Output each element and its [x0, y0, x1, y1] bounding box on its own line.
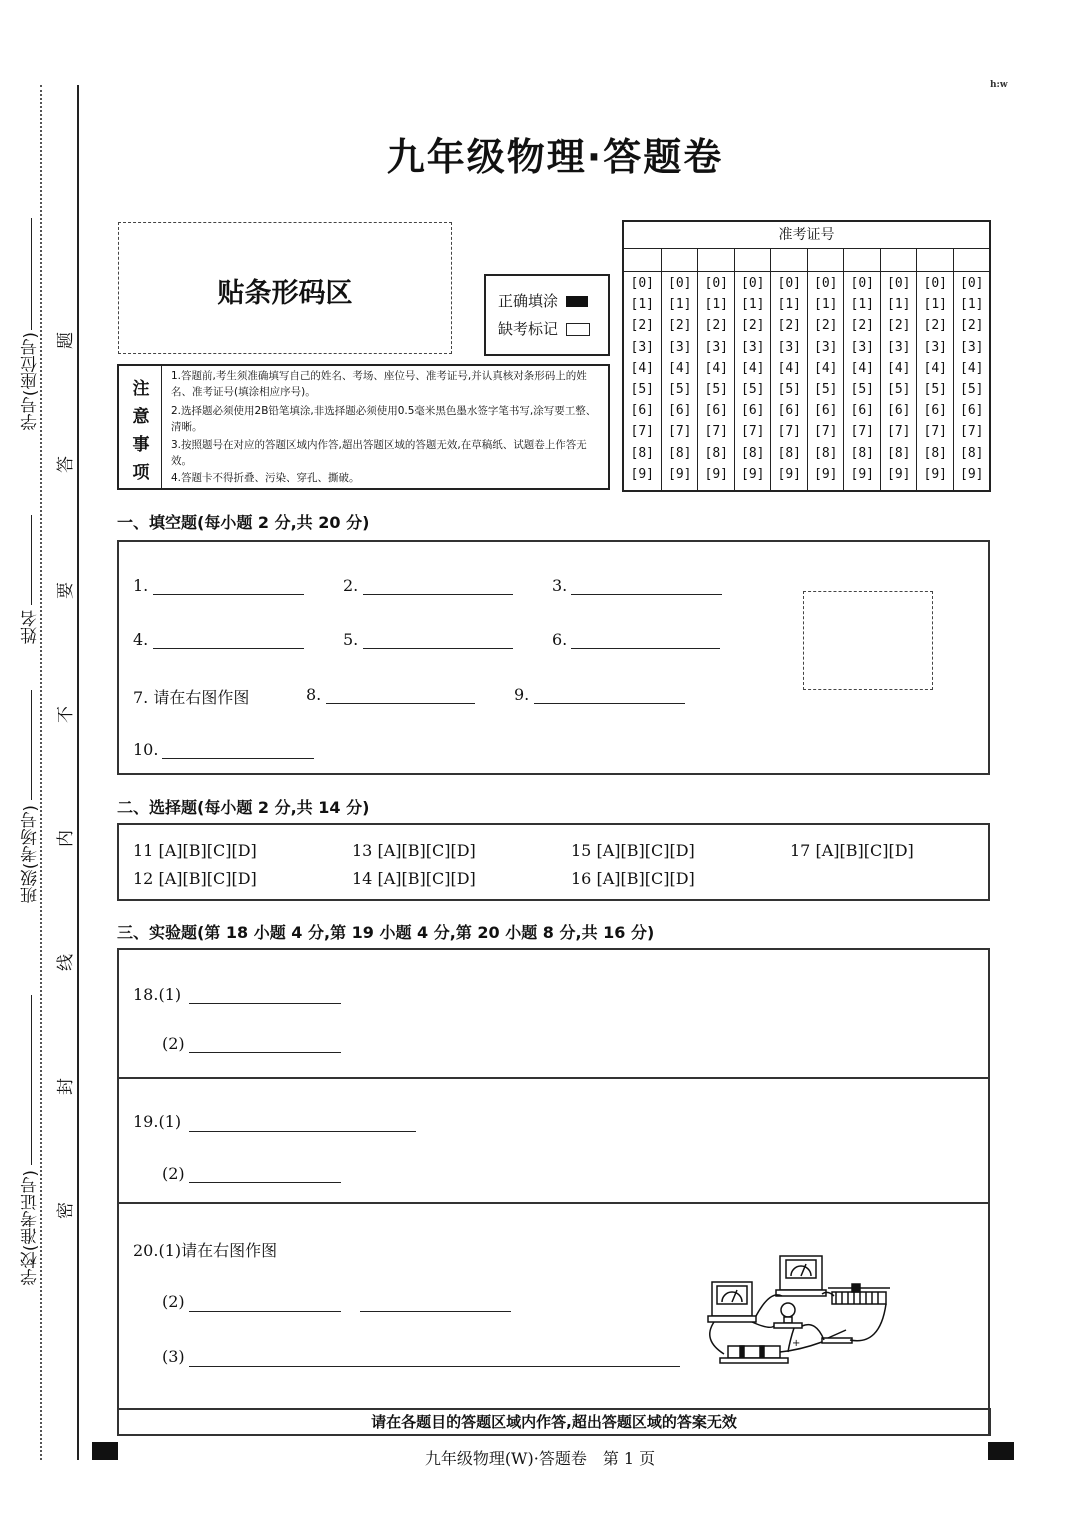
exam-id-bubble[interactable]: [3]	[741, 339, 765, 355]
exam-id-bubble[interactable]: [2]	[668, 318, 692, 334]
seal-char: 答	[56, 456, 76, 473]
q18-2-answer-line[interactable]	[189, 1052, 341, 1053]
exam-id-bubble[interactable]: [0]	[741, 276, 765, 291]
exam-id-bubble[interactable]: [4]	[814, 360, 838, 376]
exam-id-bubble[interactable]: [3]	[960, 339, 984, 355]
exam-id-bubble[interactable]: [9]	[814, 466, 838, 482]
exam-id-bubble[interactable]: [1]	[668, 297, 692, 313]
exam-id-bubble[interactable]: [7]	[887, 424, 911, 440]
exam-id-bubble[interactable]: [7]	[850, 424, 874, 440]
exam-id-column	[916, 248, 954, 490]
school-line	[31, 995, 32, 1165]
exam-id-column	[734, 248, 772, 490]
exam-id-bubble[interactable]: [8]	[960, 445, 984, 461]
exam-id-bubble[interactable]: [8]	[814, 445, 838, 461]
exam-id-bubble[interactable]: [1]	[887, 297, 911, 313]
exam-id-column	[661, 248, 699, 490]
q18-1-label: 18.(1)	[133, 985, 182, 1004]
exam-id-bubble[interactable]: [0]	[887, 276, 911, 291]
exam-id-bubble[interactable]: [7]	[960, 424, 984, 440]
exam-id-column	[624, 248, 661, 490]
q2-label: 2.	[343, 576, 359, 595]
exam-id-bubble[interactable]: [0]	[704, 276, 728, 291]
exam-id-write-cell[interactable]	[954, 248, 991, 272]
exam-id-bubble[interactable]: [9]	[630, 466, 654, 482]
exam-id-bubble[interactable]: [0]	[850, 276, 874, 291]
exam-id-bubble[interactable]: [7]	[777, 424, 801, 440]
exam-id-bubble[interactable]: [9]	[741, 466, 765, 482]
exam-id-bubble[interactable]: [6]	[704, 403, 728, 419]
exam-id-bubble[interactable]: [8]	[704, 445, 728, 461]
q1-label: 1.	[133, 576, 149, 595]
exam-id-bubble[interactable]: [0]	[668, 276, 692, 291]
seal-char: 内	[56, 830, 76, 847]
class-label: 班级(考场号)	[21, 805, 41, 904]
exam-id-write-cell[interactable]	[624, 248, 661, 272]
svg-text:+: +	[792, 1338, 801, 1349]
choice-q13[interactable]: 13 [A][B][C][D]	[352, 841, 476, 860]
q10-answer-line[interactable]	[162, 758, 314, 759]
q8-answer-line[interactable]	[326, 703, 475, 704]
section3-title: 三、实验题(第 18 小题 4 分,第 19 小题 4 分,第 20 小题 8 分,共 16 分)	[117, 923, 655, 942]
q10-label: 10.	[133, 740, 159, 759]
exam-id-bubble[interactable]: [0]	[630, 276, 654, 291]
exam-id-write-cell[interactable]	[662, 248, 699, 272]
exam-id-bubble[interactable]: [1]	[777, 297, 801, 313]
exam-id-bubble[interactable]: [3]	[630, 339, 654, 355]
choice-q15[interactable]: 15 [A][B][C][D]	[571, 841, 695, 860]
exam-id-bubble[interactable]: [6]	[777, 403, 801, 419]
exam-id-bubble[interactable]: [5]	[741, 382, 765, 397]
exam-id-bubble[interactable]: [9]	[923, 466, 947, 482]
exam-id-bubble[interactable]: [3]	[850, 339, 874, 355]
q7-drawing-area[interactable]	[803, 591, 933, 690]
note-item: 3.按照题号在对应的答题区域内作答,超出答题区域的答题无效,在草稿纸、试题卷上作答无效。	[171, 439, 587, 467]
seal-char: 要	[56, 582, 76, 599]
exam-id-write-cell[interactable]	[698, 248, 735, 272]
exam-id-bubble[interactable]: [4]	[630, 360, 654, 376]
exam-id-bubble[interactable]: [8]	[850, 445, 874, 461]
exam-id-bubble[interactable]: [8]	[741, 445, 765, 461]
exam-id-bubble[interactable]: [1]	[741, 297, 765, 313]
exam-id-bubble[interactable]: [2]	[960, 318, 984, 334]
choice-q12[interactable]: 12 [A][B][C][D]	[133, 869, 257, 888]
q19-1-answer-line[interactable]	[189, 1131, 416, 1132]
exam-id-bubble[interactable]: [5]	[777, 382, 801, 397]
seal-char: 题	[56, 332, 76, 349]
exam-id-bubble[interactable]: [4]	[850, 360, 874, 376]
choice-q16[interactable]: 16 [A][B][C][D]	[571, 869, 695, 888]
exam-id-write-cell[interactable]	[771, 248, 808, 272]
exam-id-bubble[interactable]: [3]	[814, 339, 838, 355]
exam-id-bubble[interactable]: [5]	[668, 382, 692, 397]
exam-id-bubble[interactable]: [4]	[777, 360, 801, 376]
exam-id-bubble[interactable]: [1]	[850, 297, 874, 313]
barcode-label: 贴条形码区	[217, 278, 353, 309]
exam-id-bubble[interactable]: [7]	[668, 424, 692, 440]
q1-answer-line[interactable]	[153, 594, 304, 595]
exam-id-bubble[interactable]: [8]	[887, 445, 911, 461]
exam-id-column	[697, 248, 735, 490]
section1-title: 一、填空题(每小题 2 分,共 20 分)	[117, 513, 370, 532]
exam-id-bubble[interactable]: [7]	[704, 424, 728, 440]
exam-id-title: 准考证号	[624, 222, 989, 249]
student-no-label: 学号(座位号)	[21, 332, 41, 431]
notes-label: 注 意 事 项	[121, 366, 162, 488]
circuit-diagram[interactable]	[700, 1250, 900, 1380]
exam-id-column	[880, 248, 918, 490]
notes-box	[117, 364, 610, 490]
exam-id-bubble[interactable]: [1]	[960, 297, 984, 313]
exam-id-bubble[interactable]: [3]	[777, 339, 801, 355]
choice-q11[interactable]: 11 [A][B][C][D]	[133, 841, 257, 860]
exam-id-bubble[interactable]: [5]	[704, 382, 728, 397]
exam-id-bubble[interactable]: [3]	[704, 339, 728, 355]
section3-divider	[117, 1077, 988, 1079]
q18-1-answer-line[interactable]	[189, 1003, 341, 1004]
exam-id-bubble[interactable]: [9]	[777, 466, 801, 482]
exam-id-bubble[interactable]: [4]	[741, 360, 765, 376]
q19-1-label: 19.(1)	[133, 1112, 182, 1131]
choice-q17[interactable]: 17 [A][B][C][D]	[790, 841, 914, 860]
exam-id-bubble[interactable]: [2]	[887, 318, 911, 334]
exam-id-bubble[interactable]: [7]	[814, 424, 838, 440]
exam-id-bubble[interactable]: [2]	[630, 318, 654, 334]
exam-id-bubble[interactable]: [4]	[668, 360, 692, 376]
exam-id-bubble[interactable]: [4]	[923, 360, 947, 376]
exam-id-bubble[interactable]: [2]	[850, 318, 874, 334]
q19-2-answer-line[interactable]	[189, 1182, 341, 1183]
exam-id-bubble[interactable]: [5]	[850, 382, 874, 397]
exam-id-write-cell[interactable]	[844, 248, 881, 272]
exam-id-write-cell[interactable]	[808, 248, 845, 272]
q20-2-label: (2)	[162, 1292, 185, 1311]
exam-id-bubble[interactable]: [2]	[923, 318, 947, 334]
exam-id-bubble[interactable]: [5]	[814, 382, 838, 397]
q19-2-label: (2)	[162, 1164, 185, 1183]
exam-id-bubble[interactable]: [9]	[887, 466, 911, 482]
q5-label: 5.	[343, 630, 359, 649]
exam-id-bubble[interactable]: [5]	[923, 382, 947, 397]
exam-id-bubble[interactable]: [3]	[923, 339, 947, 355]
name-label: 姓名	[21, 610, 41, 644]
exam-id-bubble[interactable]: [0]	[960, 276, 984, 291]
exam-id-bubble[interactable]: [9]	[850, 466, 874, 482]
exam-id-column	[953, 248, 991, 490]
exam-id-bubble[interactable]: [5]	[630, 382, 654, 397]
exam-id-write-cell[interactable]	[881, 248, 918, 272]
exam-id-bubble[interactable]: [0]	[777, 276, 801, 291]
exam-id-bubble[interactable]: [2]	[814, 318, 838, 334]
exam-id-bubble[interactable]: [6]	[960, 403, 984, 419]
filled-mark-icon	[566, 296, 588, 307]
seal-char: 密	[56, 1202, 76, 1219]
q20-3-answer-line[interactable]	[189, 1366, 680, 1367]
q9-answer-line[interactable]	[534, 703, 685, 704]
legend-correct: 正确填涂	[498, 290, 588, 311]
exam-id-bubble[interactable]: [7]	[630, 424, 654, 440]
seal-char: 封	[56, 1078, 76, 1095]
exam-id-bubble[interactable]: [8]	[777, 445, 801, 461]
section3-divider	[117, 1202, 988, 1204]
exam-id-bubble[interactable]: [1]	[630, 297, 654, 313]
exam-id-bubble[interactable]: [8]	[668, 445, 692, 461]
exam-id-bubble[interactable]: [6]	[668, 403, 692, 419]
q8-label: 8.	[306, 685, 322, 704]
exam-id-column	[770, 248, 808, 490]
exam-id-column	[807, 248, 845, 490]
q6-label: 6.	[552, 630, 568, 649]
q7-label: 7. 请在右图作图	[133, 688, 250, 707]
exam-id-bubble[interactable]: [1]	[814, 297, 838, 313]
exam-id-bubble[interactable]: [5]	[887, 382, 911, 397]
exam-id-bubble[interactable]: [5]	[960, 382, 984, 397]
q5-answer-line[interactable]	[363, 648, 513, 649]
exam-id-bubble[interactable]: [2]	[704, 318, 728, 334]
q6-answer-line[interactable]	[571, 648, 720, 649]
q2-answer-line[interactable]	[363, 594, 513, 595]
exam-id-bubble[interactable]: [3]	[887, 339, 911, 355]
q9-label: 9.	[514, 685, 530, 704]
name-line	[31, 515, 32, 605]
q4-answer-line[interactable]	[153, 648, 304, 649]
answer-area-notice: 请在各题目的答题区域内作答,超出答题区域的答案无效	[117, 1408, 991, 1436]
page-footer: 九年级物理(W)·答题卷 第 1 页	[424, 1449, 656, 1468]
exam-id-bubble[interactable]: [0]	[814, 276, 838, 291]
exam-id-bubble[interactable]: [6]	[887, 403, 911, 419]
exam-id-bubble[interactable]: [0]	[923, 276, 947, 291]
seal-char: 不	[56, 706, 76, 723]
exam-id-bubble[interactable]: [3]	[668, 339, 692, 355]
exam-id-bubble[interactable]: [6]	[741, 403, 765, 419]
q20-2-answer-line-b[interactable]	[360, 1311, 511, 1312]
absent-mark-box[interactable]	[566, 323, 590, 336]
school-label: 学校(准考证号)	[21, 1170, 41, 1286]
note-item: 2.选择题必须使用2B铅笔填涂,非选择题必须使用0.5毫米黑色墨水签字笔书写,涂写要工整、清晰。	[171, 405, 597, 433]
legend-absent: 缺考标记	[498, 318, 590, 339]
exam-id-bubble[interactable]: [2]	[777, 318, 801, 334]
q18-2-label: (2)	[162, 1034, 185, 1053]
exam-id-bubble[interactable]: [8]	[923, 445, 947, 461]
q20-3-label: (3)	[162, 1347, 185, 1366]
section2-title: 二、选择题(每小题 2 分,共 14 分)	[117, 798, 370, 817]
exam-id-bubble[interactable]: [6]	[850, 403, 874, 419]
exam-id-bubble[interactable]: [7]	[741, 424, 765, 440]
fill-legend	[484, 274, 610, 356]
seal-char: 线	[56, 954, 76, 971]
exam-id-bubble[interactable]: [4]	[960, 360, 984, 376]
note-item: 1.答题前,考生须准确填写自己的姓名、考场、座位号、准考证号,并认真核对条形码上的姓名、准考证号(填涂相应序号)。	[171, 370, 587, 398]
student-no-line	[31, 218, 32, 330]
q3-answer-line[interactable]	[571, 594, 722, 595]
exam-id-bubble[interactable]: [7]	[923, 424, 947, 440]
exam-id-bubble[interactable]: [4]	[704, 360, 728, 376]
section2-box	[117, 823, 990, 901]
exam-id-write-cell[interactable]	[917, 248, 954, 272]
choice-q14[interactable]: 14 [A][B][C][D]	[352, 869, 476, 888]
exam-id-bubble[interactable]: [6]	[923, 403, 947, 419]
exam-id-bubble[interactable]: [1]	[704, 297, 728, 313]
note-item: 4.答题卡不得折叠、污染、穿孔、撕破。	[171, 472, 360, 484]
page-title: 九年级物理·答题卷	[386, 135, 724, 179]
q3-label: 3.	[552, 576, 568, 595]
exam-id-grid	[622, 220, 991, 492]
exam-id-bubble[interactable]: [2]	[741, 318, 765, 334]
q20-2-answer-line-a[interactable]	[189, 1311, 341, 1312]
exam-id-bubble[interactable]: [8]	[630, 445, 654, 461]
corner-mark: h:w	[990, 80, 1008, 90]
exam-id-bubble[interactable]: [1]	[923, 297, 947, 313]
exam-id-bubble[interactable]: [6]	[814, 403, 838, 419]
class-line	[31, 690, 32, 800]
barcode-area	[118, 222, 452, 354]
exam-id-bubble[interactable]: [6]	[630, 403, 654, 419]
exam-id-bubble[interactable]: [9]	[668, 466, 692, 482]
binding-solid-line	[77, 85, 79, 1460]
exam-id-write-cell[interactable]	[735, 248, 772, 272]
exam-id-bubble[interactable]: [9]	[960, 466, 984, 482]
q4-label: 4.	[133, 630, 149, 649]
exam-id-bubble[interactable]: [4]	[887, 360, 911, 376]
exam-id-bubble[interactable]: [9]	[704, 466, 728, 482]
exam-id-column	[843, 248, 881, 490]
q20-1-label: 20.(1)请在右图作图	[133, 1241, 278, 1260]
